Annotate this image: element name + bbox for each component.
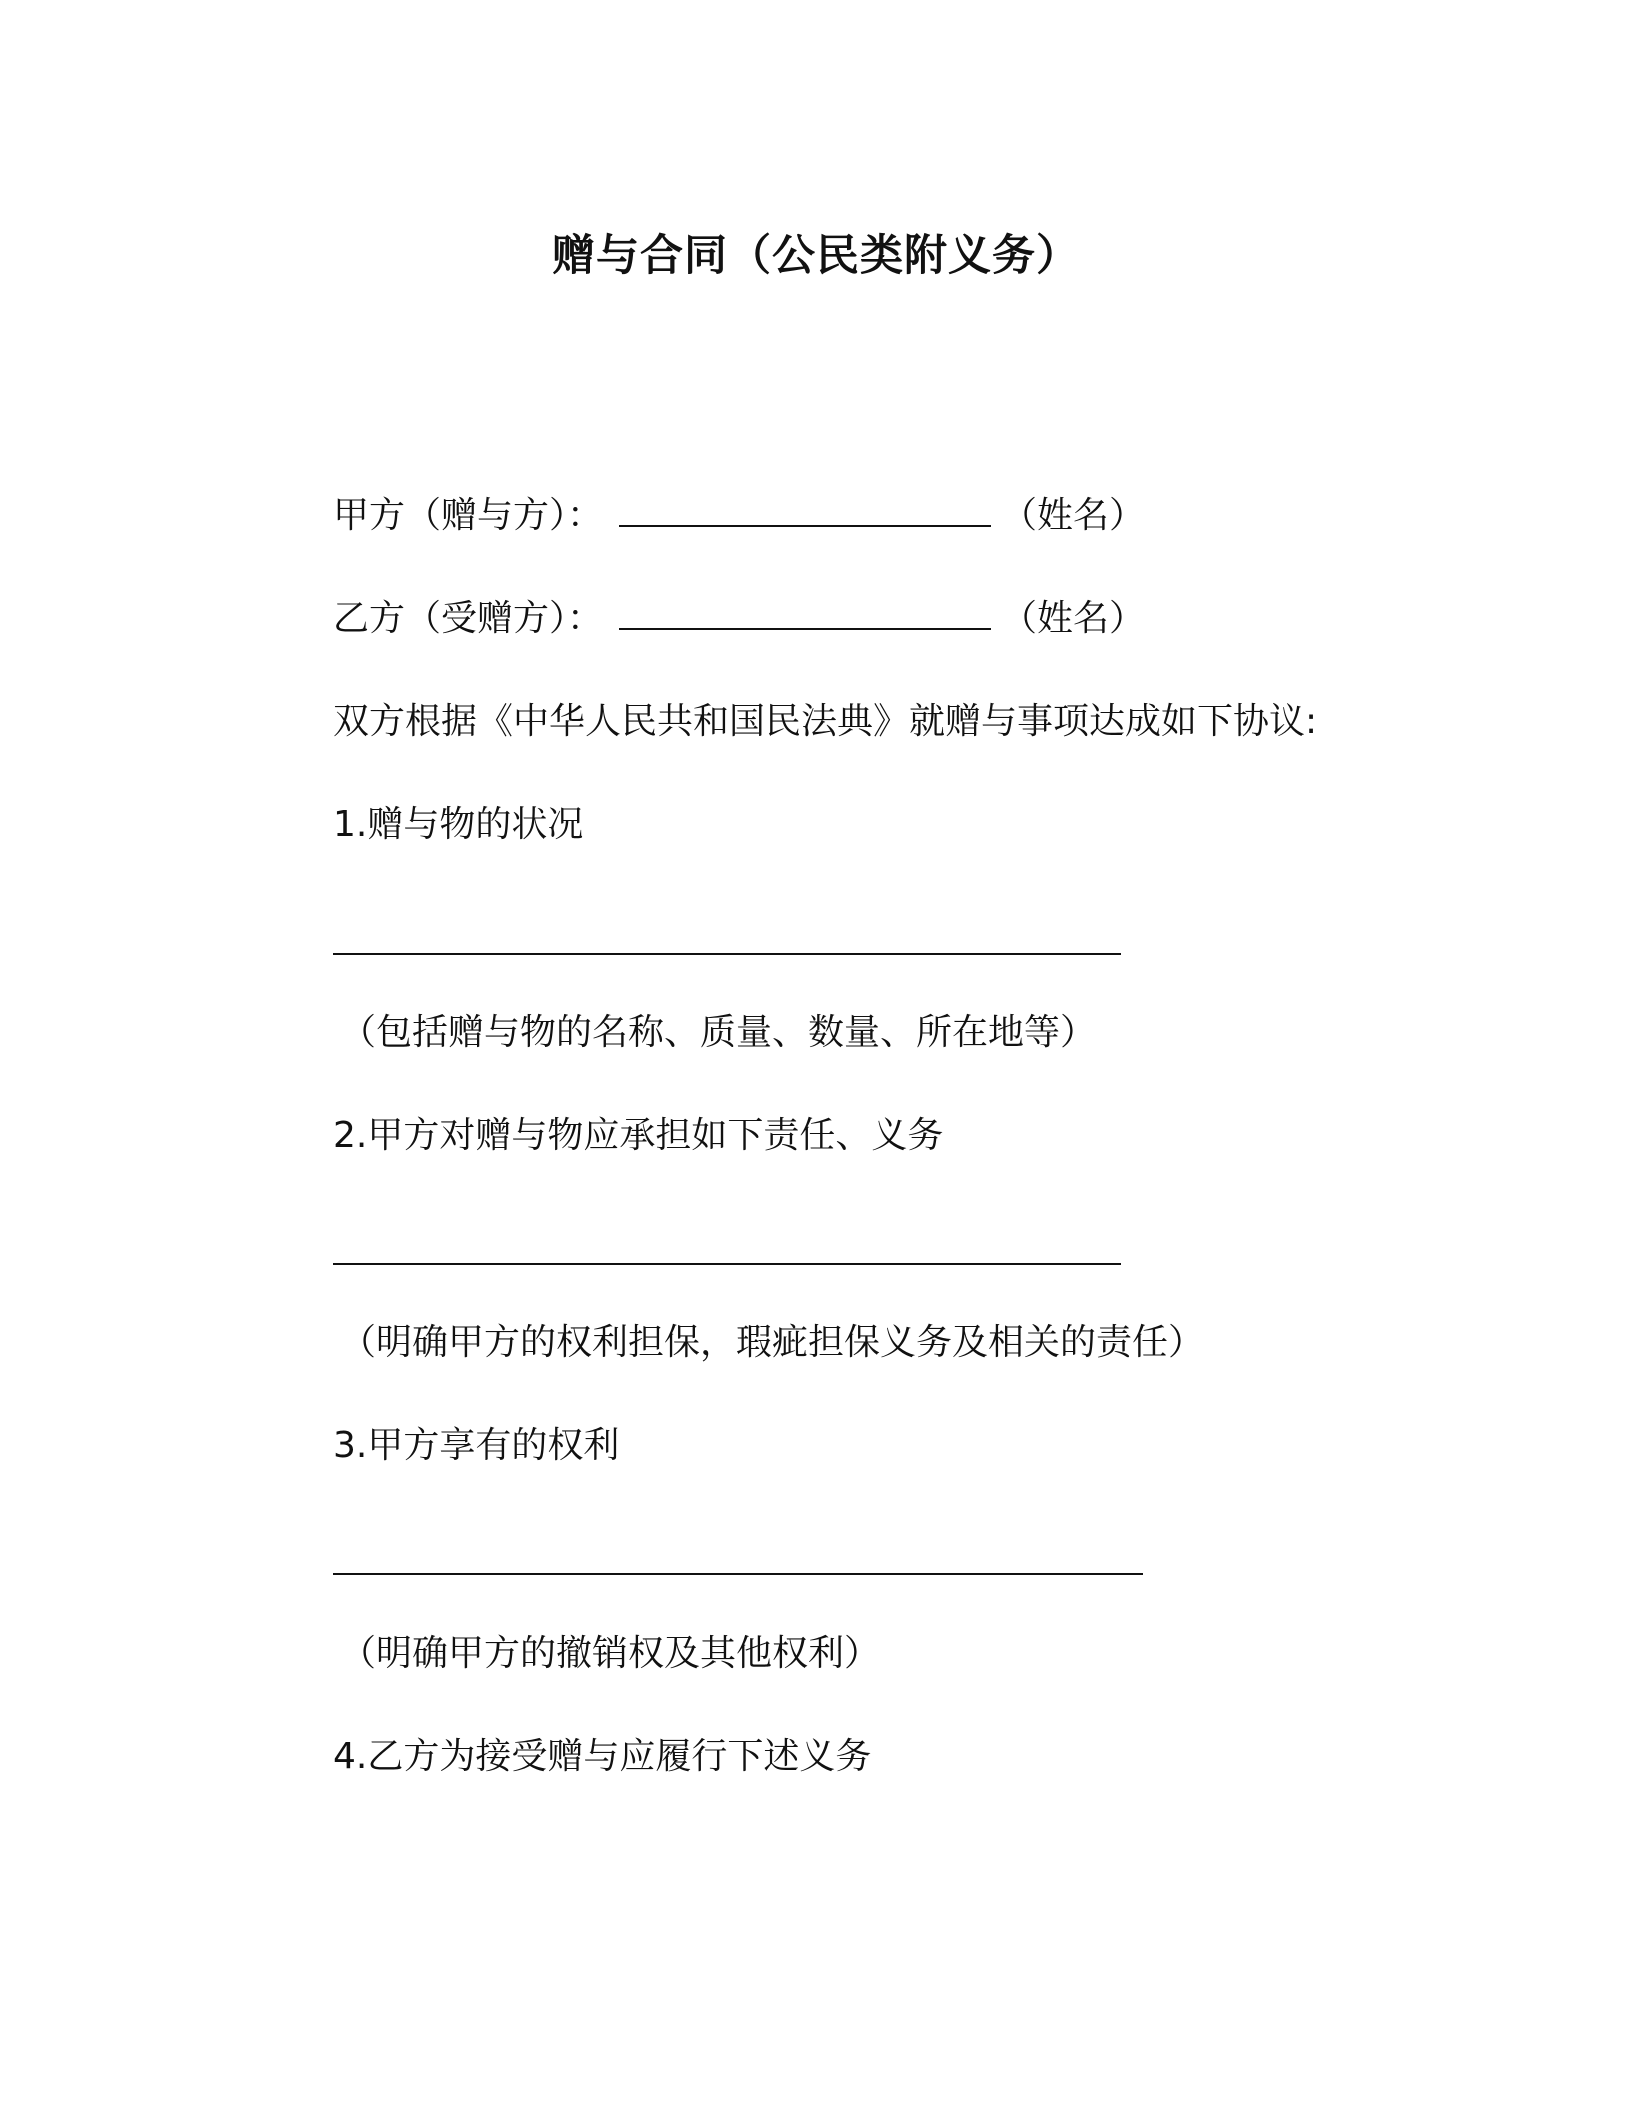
party-b-suffix: （姓名） (1001, 598, 1146, 639)
section-2-heading: 2.甲方对赠与物应承担如下责任、义务 (333, 1115, 944, 1156)
section-3-blank-line[interactable] (333, 1573, 1143, 1575)
party-b-line (333, 597, 1145, 640)
section-1-blank-line[interactable] (333, 953, 1121, 955)
section-1-hint: （包括赠与物的名称、质量、数量、所在地等） (340, 1012, 1097, 1053)
party-b-label: 乙方（受赠方）： (333, 598, 604, 639)
party-a-name-blank[interactable] (619, 497, 991, 527)
party-a-line (333, 494, 1145, 537)
document-title: 赠与合同（公民类附义务） (552, 231, 1080, 281)
section-1-heading: 1.赠与物的状况 (333, 804, 584, 845)
party-b-name-blank[interactable] (619, 600, 991, 630)
section-4-heading: 4.乙方为接受赠与应履行下述义务 (333, 1736, 872, 1777)
section-2-hint: （明确甲方的权利担保，瑕疵担保义务及相关的责任） (340, 1322, 1205, 1363)
section-3-hint: （明确甲方的撤销权及其他权利） (340, 1633, 881, 1674)
party-a-label: 甲方（赠与方）： (333, 495, 604, 536)
section-2-blank-line[interactable] (333, 1263, 1121, 1265)
party-a-suffix: （姓名） (1001, 495, 1146, 536)
section-3-heading: 3.甲方享有的权利 (333, 1425, 620, 1466)
intro-text: 双方根据《中华人民共和国民法典》就赠与事项达成如下协议: (333, 701, 1318, 742)
